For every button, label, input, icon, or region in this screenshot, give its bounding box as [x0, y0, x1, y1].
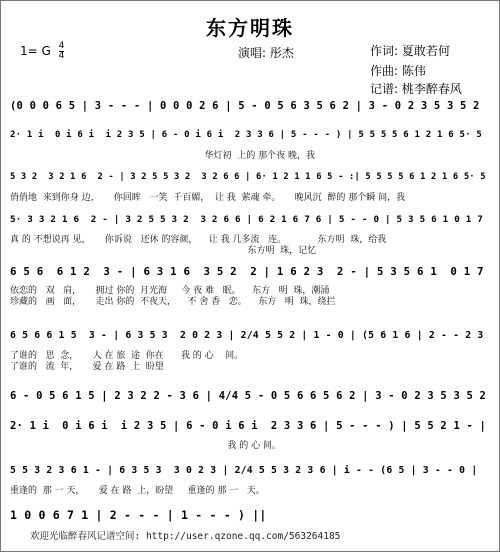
song-title: 东方明珠 — [206, 16, 294, 40]
notation-row: (0 0 0 6 5 | 3 - - - | 0 0 0 2 6 | 5 - 0 5 6 3 5 6 2 | 3 - 0 2 3 5 3 5 2 — [10, 100, 480, 112]
key-signature — [20, 42, 64, 61]
time-beats: 4 — [58, 41, 65, 51]
lyric-row: 东方明 珠，记忆 — [10, 246, 317, 256]
lyric-row: 重逢的 那 一 天， 爱 在 路 上，盼望 重逢的 那 一 天。 — [10, 486, 265, 496]
notation-row: 6 - 0 5 6 1 5 | 2 3 2 2 - 3 6 | 4/4 5 - 0 5 6 6 5 6 2 | 3 - 0 2 3 5 3 5 2 — [10, 390, 487, 402]
lyric-row: 我 的 心 间。 — [10, 441, 282, 451]
composer-credit: 作曲: 陈伟 — [370, 64, 426, 78]
notation-row: 5· 3 3 2 1 6 2 - | 3 2 5 5 3 2 3 2 6 6 | 6 2 1 6 7 6 | 5 - - 0 | 5 3 5 6 1 0 1 7 — [10, 214, 484, 225]
lyric-row: 真 的 不想说再 见， 你诉说 还休 的容颜， 让 我 几多流 连。 东方明 珠，给我 — [10, 235, 387, 245]
lyric-row: 俏俏地 来到你身 边， 你回眸 一笑 千百媚， 让 我 萦魂 牵。 晚风沉 醉的 那个瞬 间，我 — [10, 193, 406, 203]
transcriber-credit: 记谱: 桃李醉春风 — [370, 82, 462, 96]
notation-row: 6 5 6 6 1 2 3 - | 6 3 1 6 3 5 2 2 | 1 6 2 3 2 - | 5 3 5 6 1 0 1 7 — [10, 265, 484, 278]
lyricist-credit: 作词: 夏敢若何 — [370, 44, 450, 58]
lyric-row: 依恋的 双 肩， 拥过 你的 月光海 今 夜 难 眠。 东方 明 珠，潮涌 — [10, 286, 330, 296]
lyric-row: 华灯初 上的 那个夜 晚，我 — [10, 151, 315, 161]
notation-row: 1 0 0 6 7 1 | 2 - - - | 1 - - - ) || — [10, 508, 267, 522]
time-signature — [59, 42, 65, 61]
key-label: 1= G — [20, 44, 51, 58]
lyric-row: 了谁的 流 年， 爱 在 路 上 盼望 — [10, 362, 164, 372]
notation-row: 5 5 3 2 3 6 1 - | 6 3 5 3 3 0 2 3 | 2/4 5 5 3 2 3 6 | i - - (6 5 | 3 - - 0 | — [10, 465, 478, 476]
notation-row: 2· 1 i 0 i 6 i i 2 3 5 | 6 - 0 i 6 i 2 3 3 6 | 5 - - - ) | 5 5 5 5 6 1 2 1 6 5· 5 — [10, 130, 482, 140]
notation-row: 6 5 6 6 1 5 3 - | 6 3 5 3 2 0 2 3 | 2/4 5 5 2 | 1 - 0 | (5 6 1 6 | 2 - - 2 3 — [10, 330, 484, 341]
singer-credit: 演唱: 彤杰 — [238, 46, 294, 60]
time-unit: 4 — [58, 51, 65, 61]
notation-row: 5 3 2 3 2 1 6 2 - | 3 2 5 5 3 2 3 2 6 6 | 6· 1 2 1 1 6 5 - :| 5 5 5 5 6 1 2 1 6 5· 5 — [10, 172, 486, 182]
lyric-row: 珍藏的 画 面， 走出 你的 不夜天， 不 舍 香 恋。 东方 明 珠，绕拦 — [10, 297, 336, 307]
notation-row: 2· 1 i 0 i 6 i i 2 3 5 | 6 - 0 i 6 i 2 3 3 6 | 5 - - - ) | 5 5 2 1 - | — [10, 420, 487, 432]
lyric-row: 了谁的 思 念， 人 在 旅 途 你在 我 的 心 间。 — [10, 351, 244, 361]
footer-note: 欢迎光临醉春风记谱空间: http://user.qzone.qq.com/563264185 — [30, 531, 341, 542]
